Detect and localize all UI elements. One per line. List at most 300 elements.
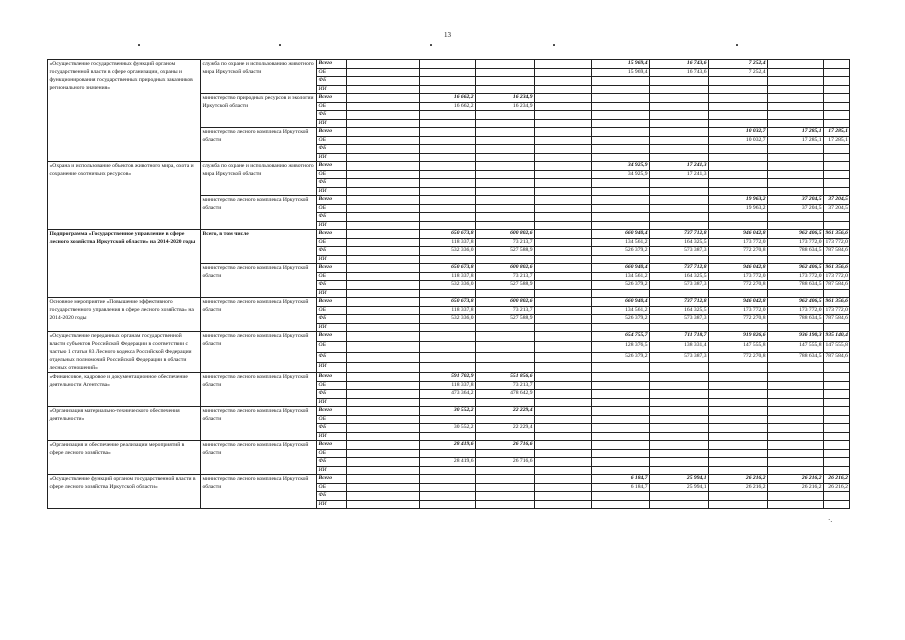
value-cell [347,77,420,86]
value-cell [824,398,850,407]
value-cell [347,170,420,179]
value-cell [347,390,420,399]
value-cell: 28 419,6 [420,441,476,450]
value-cell: 30 552,2 [420,424,476,433]
value-cell [824,424,850,433]
value-cell: 526 379,2 [592,247,650,256]
value-cell [476,196,535,205]
value-cell [535,458,592,467]
value-cell [592,102,650,111]
value-cell [347,128,420,137]
value-cell [535,289,592,298]
value-cell [476,204,535,213]
value-cell: 650 673,8 [420,264,476,273]
value-cell [824,466,850,475]
source-label-cell: ОБ [317,238,347,247]
value-cell [768,466,824,475]
value-cell [709,102,768,111]
value-cell [650,196,709,205]
source-label-cell: ФБ [317,145,347,154]
value-cell [592,119,650,128]
measure-name-cell: «Осуществление функций органом государственной власти в сфере лесного хозяйства Иркутской области» [48,475,201,509]
value-cell [824,458,850,467]
value-cell: 164 325,5 [650,238,709,247]
value-cell [650,466,709,475]
value-cell [347,492,420,501]
value-cell [347,281,420,290]
value-cell [650,145,709,154]
value-cell [347,60,420,69]
value-cell [476,145,535,154]
value-cell [535,415,592,424]
value-cell: 660 940,4 [592,264,650,273]
value-cell [768,289,824,298]
value-cell [347,94,420,103]
value-cell: 134 561,2 [592,306,650,315]
value-cell [476,77,535,86]
value-cell [768,323,824,332]
value-cell: 22 229,4 [476,424,535,433]
value-cell [535,68,592,77]
value-cell [535,390,592,399]
value-cell: 73 213,7 [476,272,535,281]
value-cell [535,342,592,352]
source-label-cell: ИИ [317,362,347,372]
value-cell [535,153,592,162]
value-cell: 28 419,6 [420,458,476,467]
source-label-cell: ФБ [317,247,347,256]
value-cell [768,492,824,501]
value-cell [592,153,650,162]
value-cell [650,77,709,86]
value-cell: 788 634,5 [768,247,824,256]
value-cell: 961 356,6 [825,230,848,236]
value-cell: 34 925,9 [592,162,650,171]
value-cell [768,398,824,407]
value-cell: 473 364,2 [420,390,476,399]
value-cell: 654 755,7 [592,332,650,342]
value-cell: 147 555,8 [709,342,768,352]
value-cell [535,111,592,120]
value-cell [347,466,420,475]
value-cell [347,424,420,433]
value-cell [709,432,768,441]
source-label-cell: ИИ [317,187,347,196]
value-cell [535,85,592,94]
table-row [48,332,850,342]
table-body [48,60,850,509]
value-cell [768,407,824,416]
value-cell [650,373,709,382]
value-cell [476,362,535,372]
value-cell [535,128,592,137]
value-cell [768,60,824,69]
value-cell [592,407,650,416]
value-cell: 962 406,5 [768,230,824,239]
value-cell [535,381,592,390]
value-cell [768,458,824,467]
source-label-cell: ОБ [317,415,347,424]
source-label-cell: ОБ [317,449,347,458]
value-cell [535,432,592,441]
value-cell [650,407,709,416]
value-cell [592,221,650,230]
value-cell [535,449,592,458]
value-cell [768,213,824,222]
source-label-cell: ОБ [317,342,347,352]
source-label-cell: Всего [317,373,347,382]
value-cell [420,500,476,509]
value-cell [592,204,650,213]
source-label-cell: ОБ [317,381,347,390]
value-cell [420,352,476,362]
executor-cell: министерство природных ресурсов и экологии Иркутской области [201,94,317,128]
value-cell [535,145,592,154]
value-cell [420,153,476,162]
value-cell: 6 184,7 [592,475,650,484]
value-cell [535,119,592,128]
value-cell [535,483,592,492]
source-label-cell: Всего [317,162,347,171]
value-cell [824,362,850,372]
value-cell: 600 802,6 [476,230,535,239]
value-cell [420,221,476,230]
value-cell [592,136,650,145]
value-cell: 573 387,3 [650,315,709,324]
value-cell [535,136,592,145]
value-cell [709,323,768,332]
value-cell [476,221,535,230]
value-cell [650,94,709,103]
value-cell [709,187,768,196]
value-cell [476,128,535,137]
value-cell: 946 042,8 [709,230,768,239]
value-cell [476,213,535,222]
value-cell [824,432,850,441]
value-cell [824,102,850,111]
source-label-cell: ИИ [317,255,347,264]
value-cell: 772 270,8 [709,281,768,290]
source-label-cell: ФБ [317,111,347,120]
value-cell [420,332,476,342]
value-cell: 573 387,3 [650,281,709,290]
value-cell [535,77,592,86]
value-cell [709,255,768,264]
table-row [48,60,850,69]
value-cell [347,68,420,77]
value-cell [347,153,420,162]
value-cell: 650 673,8 [420,230,476,239]
value-cell [347,102,420,111]
value-cell [420,342,476,352]
value-cell [535,352,592,362]
value-cell: 7 252,4 [709,68,768,77]
source-label-cell: ОБ [317,272,347,281]
value-cell [347,247,420,256]
value-cell [476,68,535,77]
value-cell: 37 204,5 [824,204,850,213]
value-cell [824,60,850,69]
value-cell [347,179,420,188]
value-cell: 73 213,7 [476,381,535,390]
value-cell [347,458,420,467]
value-cell [347,238,420,247]
source-label-cell: Всего [317,441,347,450]
value-cell: 772 270,8 [709,247,768,256]
value-cell: 961 356,6 [825,298,848,304]
value-cell: 7 252,4 [709,60,768,69]
value-cell [650,390,709,399]
value-cell: 173 772,0 [825,306,848,313]
value-cell: 6 184,7 [592,483,650,492]
measure-name-cell: «Осуществление переданных органам государственной власти субъектов Российской Федерации в соответствии с частью 1 статьи 83 Лесного кодекса Российской Федерации отдельных полномочий Российской Федерации в области лесных отношений» [48,332,201,373]
value-cell [709,162,768,171]
value-cell [592,492,650,501]
value-cell [824,415,850,424]
value-cell [592,128,650,137]
value-cell [592,196,650,205]
value-cell [650,398,709,407]
value-cell [592,415,650,424]
value-cell: 17 285,1 [824,128,850,137]
value-cell: 73 213,7 [476,238,535,247]
value-cell [476,342,535,352]
value-cell: 551 856,6 [476,373,535,382]
value-cell: 173 772,0 [768,238,824,247]
source-label-cell: ИИ [317,119,347,128]
value-cell [592,381,650,390]
value-cell [420,432,476,441]
value-cell [768,111,824,120]
value-cell: 946 042,8 [709,298,768,307]
value-cell [535,475,592,484]
value-cell [768,449,824,458]
source-label-cell: ФБ [317,179,347,188]
value-cell [650,441,709,450]
value-cell [420,466,476,475]
value-cell: 962 406,5 [768,264,824,273]
value-cell [592,424,650,433]
value-cell: 37 204,5 [768,196,824,205]
executor-cell: министерство лесного комплекса Иркутской области [201,128,317,162]
value-cell: 16 234,9 [476,102,535,111]
source-label-cell: ФБ [317,390,347,399]
source-label-cell: ОБ [317,204,347,213]
value-cell [347,221,420,230]
source-label-cell: ИИ [317,85,347,94]
value-cell [650,289,709,298]
value-cell [592,289,650,298]
value-cell: 26 216,2 [768,483,824,492]
executor-cell: министерство лесного комплекса Иркутской области [201,373,317,407]
value-cell [420,77,476,86]
value-cell: 22 229,4 [476,407,535,416]
value-cell [476,500,535,509]
value-cell [347,441,420,450]
value-cell [592,187,650,196]
measure-name-cell: «Организация и обеспечение реализации мероприятий в сфере лесного хозяйства» [48,441,201,475]
value-cell [824,179,850,188]
value-cell: 573 387,3 [650,247,709,256]
value-cell: 26 716,6 [476,441,535,450]
value-cell [476,162,535,171]
value-cell [709,381,768,390]
value-cell: 591 702,9 [420,373,476,382]
value-cell [650,179,709,188]
value-cell [420,85,476,94]
value-cell: 788 634,5 [768,281,824,290]
source-label-cell: ИИ [317,289,347,298]
value-cell [535,170,592,179]
value-cell [709,424,768,433]
value-cell [709,500,768,509]
value-cell: 532 336,0 [420,281,476,290]
value-cell [709,441,768,450]
value-cell [347,323,420,332]
value-cell [535,323,592,332]
source-label-cell: Всего [317,264,347,273]
value-cell: 962 406,5 [768,298,824,307]
value-cell [824,213,850,222]
value-cell [347,373,420,382]
executor-cell: министерство лесного комплекса Иркутской области [201,298,317,332]
value-cell [347,475,420,484]
value-cell [535,332,592,342]
table-row [48,373,850,382]
value-cell: 134 561,2 [592,238,650,247]
value-cell [824,170,850,179]
value-cell: 787 584,6 [825,315,848,321]
value-cell [824,441,850,450]
value-cell [768,390,824,399]
value-cell [535,424,592,433]
value-cell [650,424,709,433]
value-cell [768,373,824,382]
value-cell [824,111,850,120]
value-cell [476,323,535,332]
value-cell: 173 772,0 [709,272,768,281]
value-cell [535,94,592,103]
value-cell [420,415,476,424]
value-cell [824,255,850,264]
value-cell [650,458,709,467]
value-cell: 935 140,4 [824,332,850,342]
value-cell [768,153,824,162]
value-cell [768,170,824,179]
source-label-cell: ОБ [317,306,347,315]
value-cell: 660 940,4 [592,298,650,307]
value-cell [768,162,824,171]
value-cell [709,362,768,372]
source-label-cell: ФБ [317,281,347,290]
value-cell [347,85,420,94]
value-cell [768,119,824,128]
value-cell [347,119,420,128]
value-cell [420,323,476,332]
source-label-cell: Всего [317,407,347,416]
value-cell: 527 588,9 [476,315,535,324]
value-cell [535,373,592,382]
value-cell [768,221,824,230]
value-cell [420,136,476,145]
value-cell [420,119,476,128]
value-cell: 128 376,5 [592,342,650,352]
value-cell [535,238,592,247]
value-cell [476,449,535,458]
value-cell [347,342,420,352]
value-cell: 526 379,2 [592,315,650,324]
value-cell: 19 963,2 [709,196,768,205]
value-cell [535,306,592,315]
value-cell [420,475,476,484]
value-cell [476,415,535,424]
value-cell [709,94,768,103]
value-cell [420,60,476,69]
value-cell [592,213,650,222]
value-cell [824,492,850,501]
value-cell [420,68,476,77]
value-cell [535,272,592,281]
value-cell [476,179,535,188]
value-cell: 25 994,1 [650,475,709,484]
value-cell: 478 642,9 [476,390,535,399]
value-cell [768,381,824,390]
value-cell: 787 584,6 [825,247,848,253]
value-cell [709,449,768,458]
value-cell [535,281,592,290]
value-cell: 173 772,0 [825,272,848,279]
value-cell [476,475,535,484]
value-cell: 26 216,2 [824,483,850,492]
value-cell [824,373,850,382]
value-cell [347,381,420,390]
value-cell [768,255,824,264]
value-cell [824,381,850,390]
table-row [48,475,850,484]
value-cell [650,362,709,372]
value-cell [347,272,420,281]
value-cell [535,162,592,171]
value-cell [535,398,592,407]
value-cell [824,449,850,458]
value-cell [709,289,768,298]
value-cell: 173 772,0 [768,272,824,281]
executor-cell: служба по охране и использованию животного мира Иркутской области [201,162,317,196]
executor-cell: министерство лесного комплекса Иркутской области [201,441,317,475]
value-cell [824,289,850,298]
value-cell [824,119,850,128]
value-cell: 737 712,8 [650,264,709,273]
value-cell: 527 588,9 [476,247,535,256]
source-label-cell: ФБ [317,213,347,222]
value-cell [592,179,650,188]
value-cell [650,111,709,120]
value-cell [592,111,650,120]
value-cell: 173 772,0 [768,306,824,315]
value-cell [420,196,476,205]
value-cell [476,289,535,298]
value-cell: 19 963,2 [709,204,768,213]
source-label-cell: ОБ [317,483,347,492]
value-cell: 946 042,8 [709,264,768,273]
source-label-cell: ИИ [317,153,347,162]
value-cell [709,390,768,399]
value-cell: 919 826,6 [709,332,768,342]
value-cell: 737 712,8 [650,298,709,307]
value-cell [592,362,650,372]
value-cell: 15 969,4 [592,68,650,77]
source-label-cell: ИИ [317,466,347,475]
